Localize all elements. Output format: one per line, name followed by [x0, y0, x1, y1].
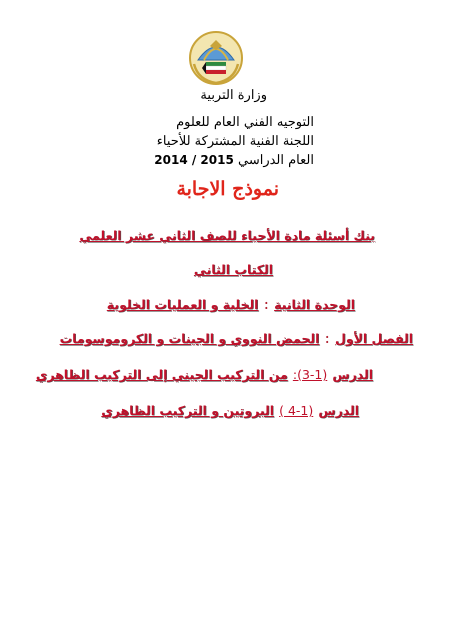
lesson-2-number: ( 4-1): [279, 403, 314, 418]
lesson-1-label: الدرس: [332, 367, 373, 382]
chapter-label: الفصل الأول: [334, 331, 413, 346]
academic-year-label: العام الدراسي: [237, 153, 314, 168]
lesson-1-number: :(3-1): [292, 367, 328, 382]
academic-year-value: 2014 / 2015: [154, 153, 234, 167]
unit-heading: [107, 294, 355, 313]
department-name: التوجيه الفني العام للعلوم: [176, 115, 314, 130]
unit-title: الخلية و العمليات الخلوية: [106, 297, 259, 312]
chapter-separator: :: [324, 328, 330, 347]
ministry-name: وزارة التربية: [200, 88, 267, 103]
kuwait-emblem: [188, 30, 244, 86]
committee-name: اللجنة الفنية المشتركة للأحياء: [156, 134, 314, 149]
lesson-2-heading: [101, 400, 359, 419]
book-heading: الكتاب الثاني: [193, 262, 273, 277]
lesson-1-title: من التركيب الجيني إلى التركيب الظاهري: [35, 367, 288, 382]
chapter-heading: [60, 328, 413, 347]
academic-year: [154, 153, 314, 168]
question-bank-heading: بنك أسئلة مادة الأحياء للصف الثاني عشر العلمي: [79, 228, 375, 243]
chapter-title: الحمض النووي و الجينات و الكروموسومات: [59, 331, 320, 346]
lesson-1-heading: [36, 364, 373, 383]
lesson-2-label: الدرس: [318, 403, 359, 418]
unit-label: الوحدة الثانية: [274, 297, 355, 312]
answer-model-title: نموذج الاجابة: [176, 178, 279, 200]
lesson-2-title: البروتين و التركيب الظاهري: [101, 403, 274, 418]
unit-separator: :: [263, 294, 269, 313]
